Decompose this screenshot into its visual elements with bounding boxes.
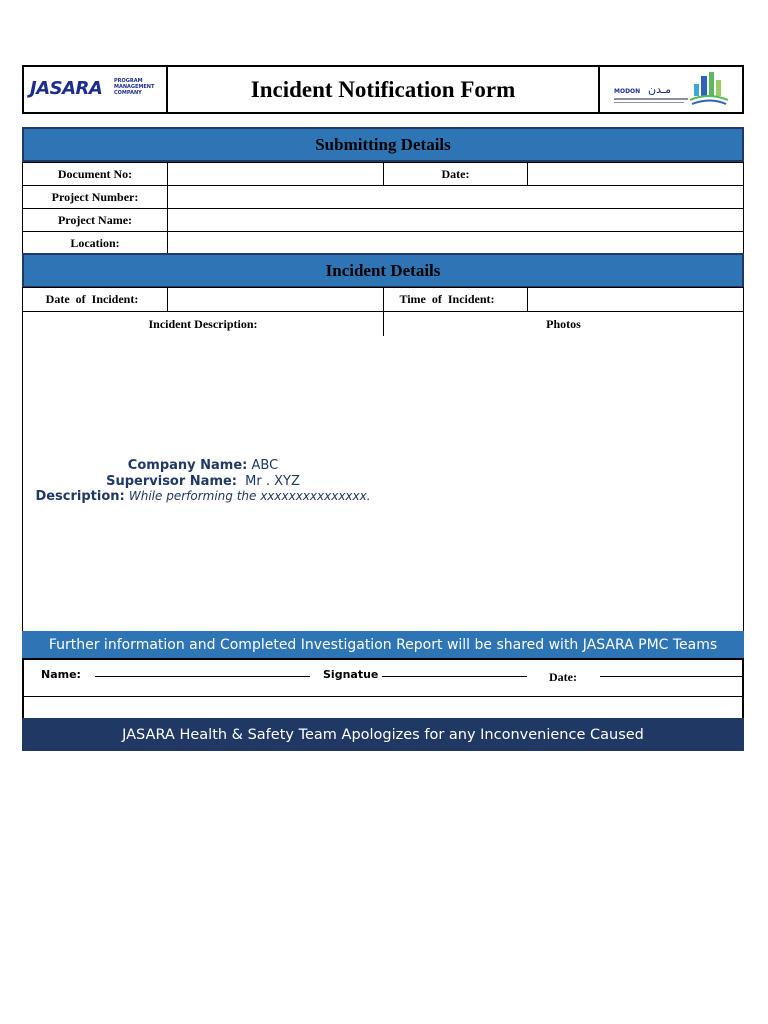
description-field-label: Description: xyxy=(35,489,125,504)
incident-details-heading: Incident Details xyxy=(22,253,744,288)
incident-time-label: Time of Incident: xyxy=(399,292,495,306)
document-no-field[interactable] xyxy=(167,162,384,186)
description-content xyxy=(22,458,384,510)
description-line xyxy=(22,489,384,505)
header-divider-right xyxy=(598,65,600,114)
description-value: While performing the xxxxxxxxxxxxxxx. xyxy=(128,489,371,503)
company-name-label: Company Name: xyxy=(127,458,248,473)
project-number-label: Project Number: xyxy=(51,189,139,204)
jasara-sub-line-3: COMPANY xyxy=(114,90,142,96)
modon-fine-print-2 xyxy=(614,102,684,103)
description-header: Incident Description: xyxy=(148,316,258,331)
footer-date-label: Date: xyxy=(549,670,577,684)
project-name-label: Project Name: xyxy=(57,212,133,227)
project-number-field[interactable] xyxy=(167,185,744,209)
incident-date-label: Date of Incident: xyxy=(45,292,139,306)
project-name-field[interactable] xyxy=(167,208,744,232)
location-field[interactable] xyxy=(167,231,744,255)
jasara-sub-line-1: PROGRAM xyxy=(114,78,143,84)
signature-row xyxy=(22,658,744,698)
modon-logo xyxy=(610,70,736,110)
spacer-row xyxy=(22,697,744,719)
company-name-value: ABC xyxy=(251,458,279,473)
modon-fine-print xyxy=(614,98,688,100)
location-label: Location: xyxy=(70,235,120,250)
signature-label: Signatue xyxy=(323,668,379,681)
date-field[interactable] xyxy=(527,162,744,186)
jasara-logo-subtitle xyxy=(114,78,154,96)
photos-header: Photos xyxy=(546,316,581,331)
document-no-label: Document No: xyxy=(57,166,133,181)
page-title: Incident Notification Form xyxy=(250,76,516,102)
supervisor-line xyxy=(22,474,384,490)
jasara-sub-line-2: MANAGEMENT xyxy=(114,84,155,90)
incident-time-field[interactable] xyxy=(527,287,744,312)
supervisor-name-value: Mr . XYZ xyxy=(245,473,300,489)
info-banner: Further information and Completed Investigation Report will be shared with JASARA PMC Teams xyxy=(22,631,744,658)
supervisor-name-label: Supervisor Name: xyxy=(106,473,238,489)
photos-body[interactable] xyxy=(383,336,744,632)
submitting-details-heading: Submitting Details xyxy=(22,127,744,162)
modon-building-icon xyxy=(688,70,730,108)
modon-logo-arabic: مـدن xyxy=(648,83,671,96)
company-line xyxy=(22,458,384,474)
footer-date-line[interactable] xyxy=(600,676,742,677)
name-line[interactable] xyxy=(95,676,310,677)
name-label: Name: xyxy=(41,668,81,681)
apology-banner: JASARA Health & Safety Team Apologizes for any Inconvenience Caused xyxy=(22,718,744,751)
jasara-logo xyxy=(30,76,160,104)
jasara-logo-text: JASARA xyxy=(30,78,103,99)
modon-logo-text: MODON xyxy=(614,88,641,95)
signature-line[interactable] xyxy=(382,676,527,677)
date-label: Date: xyxy=(441,166,470,181)
incident-date-field[interactable] xyxy=(167,287,384,312)
